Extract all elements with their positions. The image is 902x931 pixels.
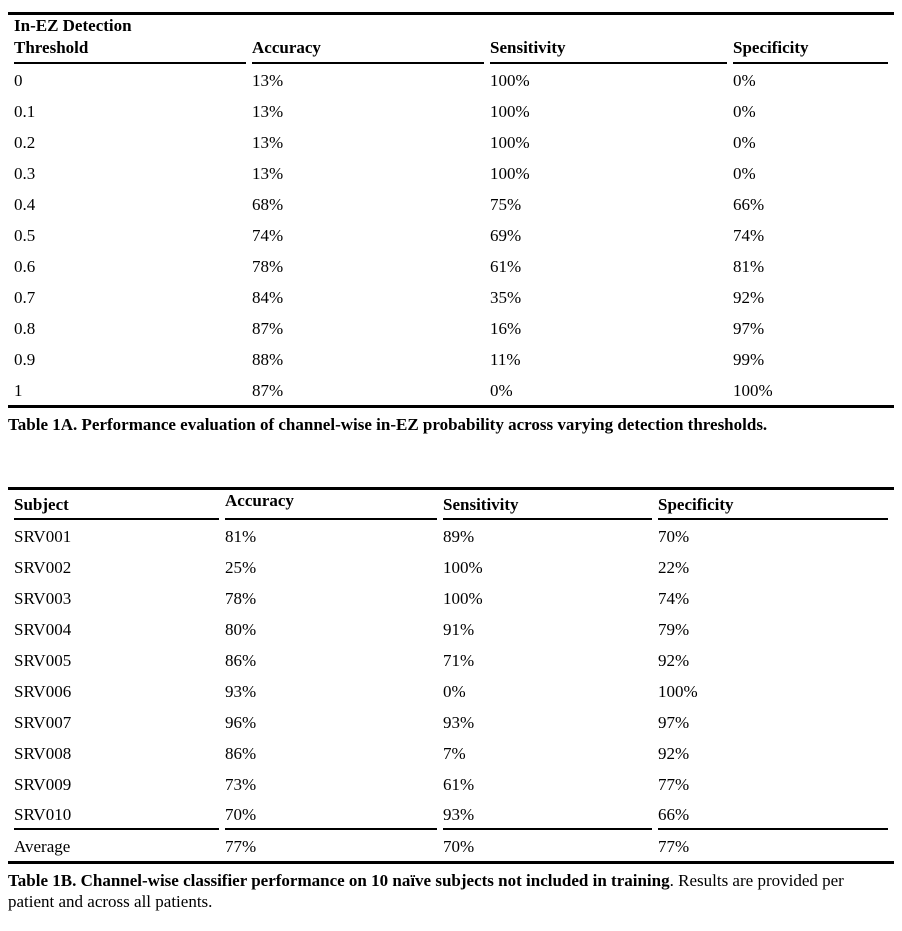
cell-specificity: 81% <box>733 257 765 276</box>
cell-subject: SRV010 <box>14 799 219 830</box>
table-row <box>14 219 888 250</box>
cell-subject: SRV001 <box>14 527 72 546</box>
cell-sensitivity: 71% <box>443 651 475 670</box>
table-row <box>14 799 888 830</box>
table-header-row <box>14 490 888 520</box>
table-1a-caption-text: Table 1A. Performance evaluation of channel-wise in-EZ probability across varying detection thresholds. <box>8 415 768 434</box>
cell-sensitivity: 61% <box>443 775 475 794</box>
cell-sensitivity: 0% <box>443 682 466 701</box>
cell-sensitivity: 0% <box>490 381 513 400</box>
detection-threshold-table <box>8 12 894 408</box>
cell-sensitivity: 100% <box>490 164 530 183</box>
table-row <box>14 613 888 644</box>
average-row <box>14 830 888 861</box>
cell-sensitivity: 75% <box>490 195 522 214</box>
cell-sensitivity: 93% <box>443 799 652 830</box>
cell-specificity: 100% <box>733 381 773 400</box>
cell-sensitivity: 100% <box>443 558 483 577</box>
cell-accuracy: 13% <box>252 164 284 183</box>
column-header-sensitivity: Sensitivity <box>443 490 652 520</box>
cell-sensitivity: 70% <box>443 837 475 856</box>
cell-subject: SRV004 <box>14 620 72 639</box>
table-row <box>14 64 888 95</box>
cell-accuracy: 25% <box>225 558 257 577</box>
cell-subject: SRV006 <box>14 682 72 701</box>
cell-threshold: 0.5 <box>14 226 36 245</box>
column-header-accuracy: Accuracy <box>225 490 437 520</box>
cell-specificity: 97% <box>733 319 765 338</box>
cell-sensitivity: 61% <box>490 257 522 276</box>
cell-accuracy: 87% <box>252 381 284 400</box>
cell-accuracy: 88% <box>252 350 284 369</box>
cell-specificity: 0% <box>733 102 756 121</box>
cell-sensitivity: 100% <box>490 133 530 152</box>
cell-specificity: 79% <box>658 620 690 639</box>
cell-sensitivity: 69% <box>490 226 522 245</box>
cell-sensitivity: 100% <box>490 102 530 121</box>
cell-sensitivity: 7% <box>443 744 466 763</box>
table-row <box>14 675 888 706</box>
table-row <box>14 157 888 188</box>
table-row <box>14 551 888 582</box>
cell-threshold: 1 <box>14 381 23 400</box>
table-row <box>14 520 888 551</box>
cell-sensitivity: 16% <box>490 319 522 338</box>
cell-sensitivity: 100% <box>443 589 483 608</box>
cell-accuracy: 78% <box>252 257 284 276</box>
cell-specificity: 100% <box>658 682 698 701</box>
cell-threshold: 0.7 <box>14 288 36 307</box>
table-row <box>14 582 888 613</box>
column-header-subject: Subject <box>14 490 219 520</box>
table-row <box>14 644 888 675</box>
cell-specificity: 66% <box>658 799 888 830</box>
cell-specificity: 77% <box>658 837 690 856</box>
table-row <box>14 343 888 374</box>
cell-subject: SRV002 <box>14 558 72 577</box>
cell-specificity: 74% <box>658 589 690 608</box>
cell-accuracy: 13% <box>252 133 284 152</box>
column-header-sensitivity: Sensitivity <box>490 15 727 64</box>
cell-accuracy: 73% <box>225 775 257 794</box>
cell-specificity: 92% <box>658 651 690 670</box>
cell-specificity: 92% <box>733 288 765 307</box>
table-1b-caption-bold-text: Table 1B. Channel-wise classifier performance on 10 naïve subjects not included in training <box>8 871 670 890</box>
cell-accuracy: 96% <box>225 713 257 732</box>
cell-subject: SRV007 <box>14 713 72 732</box>
cell-accuracy: 93% <box>225 682 257 701</box>
cell-specificity: 77% <box>658 775 690 794</box>
cell-accuracy: 74% <box>252 226 284 245</box>
cell-accuracy: 81% <box>225 527 257 546</box>
cell-subject: SRV005 <box>14 651 72 670</box>
table-row <box>14 312 888 343</box>
cell-accuracy: 78% <box>225 589 257 608</box>
table-row <box>14 737 888 768</box>
cell-accuracy: 80% <box>225 620 257 639</box>
cell-threshold: 0.6 <box>14 257 36 276</box>
cell-subject: SRV008 <box>14 744 72 763</box>
cell-sensitivity: 91% <box>443 620 475 639</box>
cell-specificity: 70% <box>658 527 690 546</box>
cell-specificity: 66% <box>733 195 765 214</box>
cell-threshold: 0.4 <box>14 195 36 214</box>
cell-sensitivity: 35% <box>490 288 522 307</box>
cell-threshold: 0.3 <box>14 164 36 183</box>
cell-specificity: 0% <box>733 164 756 183</box>
cell-threshold: 0 <box>14 71 23 90</box>
table-row <box>14 250 888 281</box>
cell-specificity: 0% <box>733 71 756 90</box>
subject-performance-table <box>8 487 894 864</box>
cell-accuracy: 77% <box>225 837 257 856</box>
table-row <box>14 281 888 312</box>
cell-specificity: 97% <box>658 713 690 732</box>
cell-threshold: 0.2 <box>14 133 36 152</box>
cell-accuracy: 13% <box>252 71 284 90</box>
cell-sensitivity: 93% <box>443 713 475 732</box>
cell-accuracy: 68% <box>252 195 284 214</box>
column-header-specificity: Specificity <box>733 15 888 64</box>
cell-subject: Average <box>14 837 71 856</box>
cell-sensitivity: 100% <box>490 71 530 90</box>
column-header-threshold <box>14 15 246 64</box>
table-1b-caption <box>8 870 894 912</box>
table-row <box>14 706 888 737</box>
column-header-specificity: Specificity <box>658 490 888 520</box>
table-row <box>14 126 888 157</box>
cell-threshold: 0.9 <box>14 350 36 369</box>
cell-subject: SRV009 <box>14 775 72 794</box>
cell-sensitivity: 11% <box>490 350 521 369</box>
cell-specificity: 74% <box>733 226 765 245</box>
table-row <box>14 374 888 405</box>
cell-specificity: 92% <box>658 744 690 763</box>
cell-accuracy: 70% <box>225 799 437 830</box>
table-row <box>14 768 888 799</box>
table-row <box>14 95 888 126</box>
cell-sensitivity: 89% <box>443 527 475 546</box>
cell-specificity: 0% <box>733 133 756 152</box>
cell-accuracy: 13% <box>252 102 284 121</box>
table-row <box>14 188 888 219</box>
cell-threshold: 0.1 <box>14 102 36 121</box>
header-line-2: Threshold <box>14 38 89 57</box>
table-1a-caption <box>8 414 894 435</box>
cell-subject: SRV003 <box>14 589 72 608</box>
cell-threshold: 0.8 <box>14 319 36 338</box>
column-header-accuracy: Accuracy <box>252 15 484 64</box>
table-1b-caption-regular-text: . Results are provided per patient and across all patients. <box>8 871 844 911</box>
cell-specificity: 99% <box>733 350 765 369</box>
cell-accuracy: 84% <box>252 288 284 307</box>
cell-accuracy: 86% <box>225 744 257 763</box>
cell-specificity: 22% <box>658 558 690 577</box>
cell-accuracy: 86% <box>225 651 257 670</box>
header-line-1: In-EZ Detection <box>14 16 132 35</box>
table-header-row <box>14 15 888 64</box>
cell-accuracy: 87% <box>252 319 284 338</box>
